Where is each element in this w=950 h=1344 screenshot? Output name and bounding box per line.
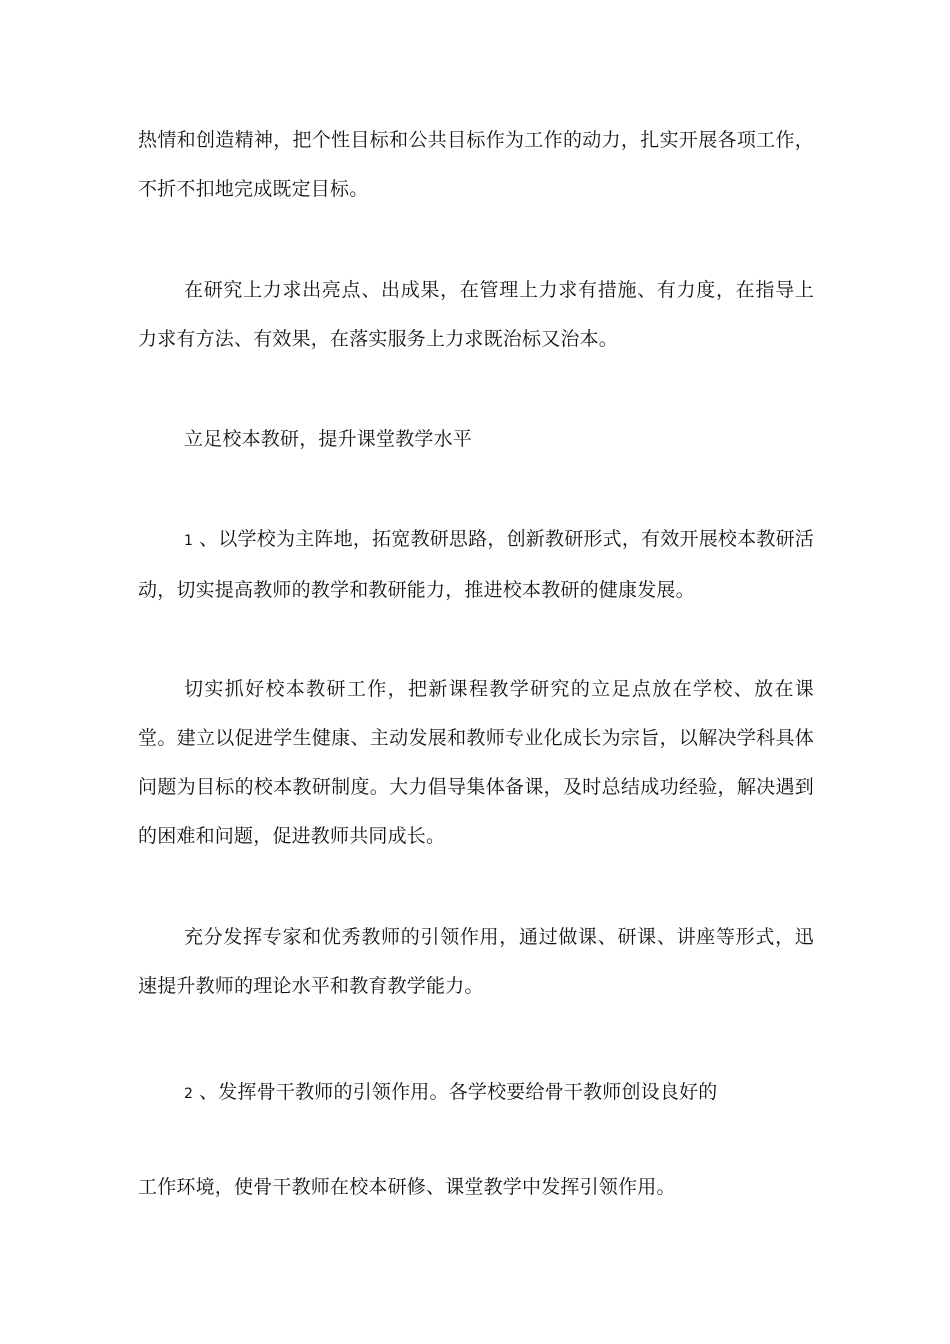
item-text: 、发挥骨干教师的引领作用。各学校要给骨干教师创设良好的 bbox=[199, 1081, 718, 1103]
paragraph-continuation: 热情和创造精神，把个性目标和公共目标作为工作的动力，扎实开展各项工作，不折不扣地完成既定目标。 bbox=[138, 129, 814, 200]
item-text: 、以学校为主阵地，拓宽教研思路，创新教研形式，有效开展校本教研活动，切实提高教师的教学和教研能力，推进校本教研的健康发展。 bbox=[138, 528, 814, 601]
paragraph-expert-leadership: 充分发挥专家和优秀教师的引领作用，通过做课、研课、讲座等形式，迅速提升教师的理论水平和教育教学能力。 bbox=[138, 926, 814, 997]
paragraph-school-research: 切实抓好校本教研工作，把新课程教学研究的立足点放在学校、放在课堂。建立以促进学生健康、主动发展和教师专业化成长为宗旨，以解决学科具体问题为目标的校本教研制度。大力倡导集体备课，及时总结成功经验，解决遇到的困难和问题，促进教师共同成长。 bbox=[138, 678, 814, 847]
section-heading: 立足校本教研，提升课堂教学水平 bbox=[184, 428, 473, 450]
paragraph-item-2 bbox=[184, 1068, 718, 1119]
item-number: 1 bbox=[184, 533, 194, 549]
paragraph-item-1 bbox=[138, 515, 814, 615]
paragraph-research-goals: 在研究上力求出亮点、出成果，在管理上力求有措施、有力度，在指导上力求有方法、有效果，在落实服务上力求既治标又治本。 bbox=[138, 279, 814, 350]
paragraph-continuation-2: 工作环境，使骨干教师在校本研修、课堂教学中发挥引领作用。 bbox=[138, 1176, 676, 1198]
item-number: 2 bbox=[184, 1086, 194, 1102]
